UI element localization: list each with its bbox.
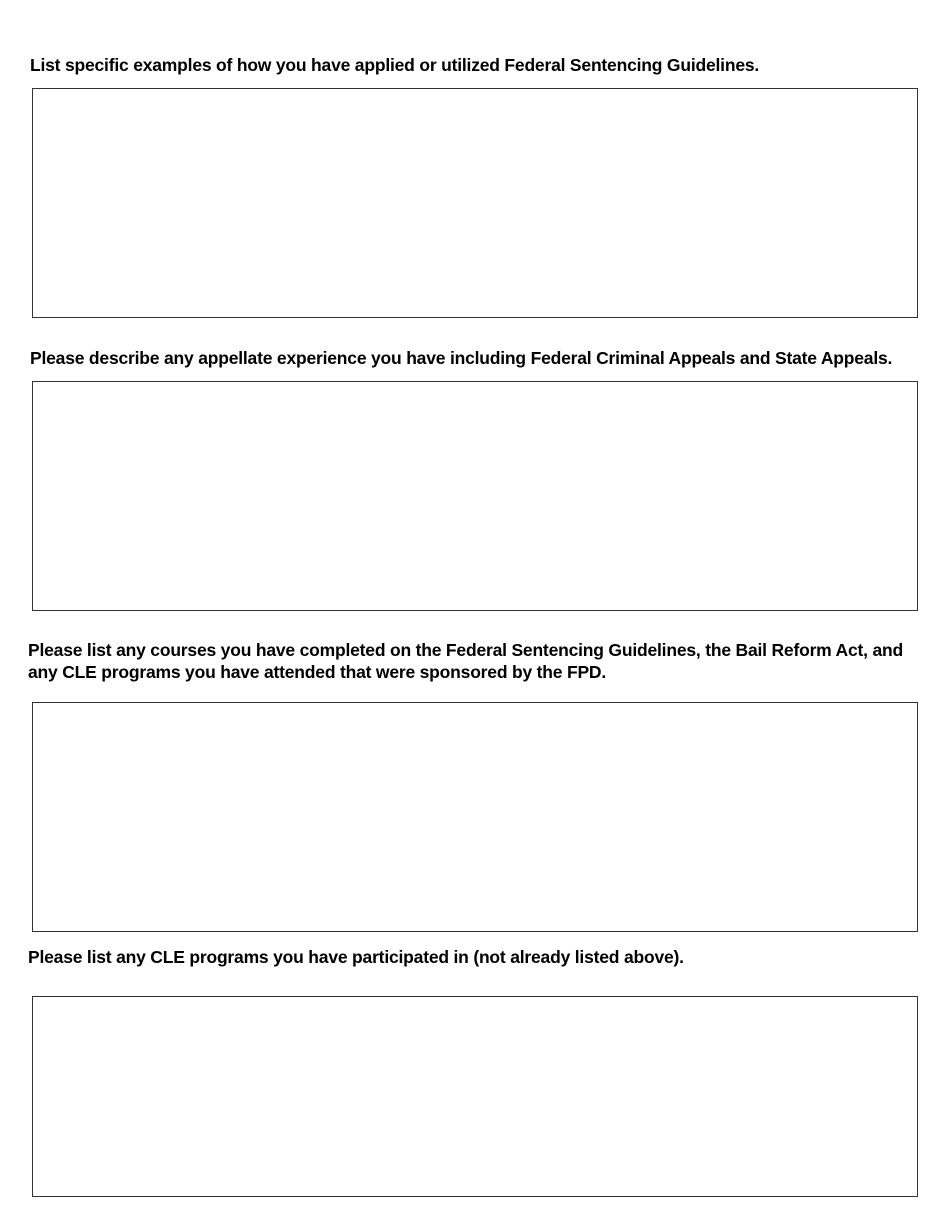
appellate-experience-answer-field[interactable] [32,381,918,611]
question-sentencing-guidelines-label: List specific examples of how you have applied or utilized Federal Sentencing Guidelines. [30,55,760,75]
question-cle-programs-label: Please list any CLE programs you have participated in (not already listed above). [28,947,684,967]
sentencing-guidelines-answer-field[interactable] [32,88,918,318]
question-courses-completed-label: Please list any courses you have completed on the Federal Sentencing Guidelines, the Bail Reform Act, and any CLE programs you have attended that were sponsored by the FPD. [28,640,903,682]
courses-completed-answer-field[interactable] [32,702,918,932]
cle-programs-answer-field[interactable] [32,996,918,1197]
question-appellate-experience-label: Please describe any appellate experience you have including Federal Criminal Appeals and State Appeals. [30,348,893,368]
